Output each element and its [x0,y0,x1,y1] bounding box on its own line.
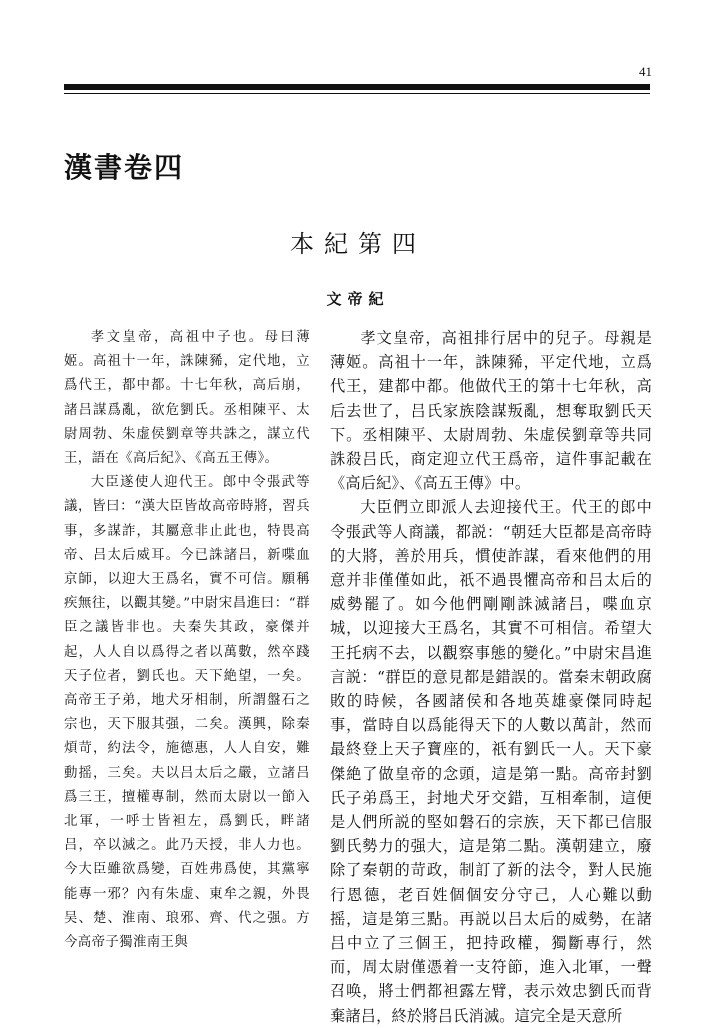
classical-text-column [64,326,310,955]
modern-paragraph: 孝文皇帝，高祖排行居中的兒子。母親是薄姬。高祖十一年，誅陳豨，平定代地，立爲代王，建都中都。他做代王的第十七年秋，高后去世了，吕氏家族陰謀叛亂，想奪取劉氏天下。丞相陳平、太尉周勃、朱虚侯劉章等共同誅殺吕氏，商定迎立代王爲帝，這件事記載在《高后紀》、《高五王傳》中。 [330,329,652,493]
chapter-title: 本紀第四 [290,230,426,258]
section-title: 文帝紀 [326,290,390,308]
modern-paragraph: 大臣們立即派人去迎接代王。代王的郎中令張武等人商議，都説：“朝廷大臣都是高帝時的大將，善於用兵，慣使詐謀，看來他們的用意并非僅僅如此，祇不過畏懼高帝和吕太后的威勢罷了。如今他們剛剛誅滅諸吕，喋血京城，以迎接大王爲名，其實不可相信。希望大王托病不去，以觀察事態的變化。”中尉宋昌進言説：“群臣的意見都是錯誤的。當秦末朝政腐敗的時候，各國諸侯和各地英雄豪傑同時起事，當時自以爲能得天下的人數以萬計，然而最終登上天子寶座的，祇有劉氏一人。天下豪傑絶了做皇帝的念頭，這是第一點。高帝封劉氏子弟爲王，封地犬牙交錯，互相牽制，這便是人們所説的堅如磐石的宗族，天下都已信服劉氏勢力的强大，這是第二點。漢朝建立，廢除了秦朝的苛政，制訂了新的法令，對人民施行恩德，老百姓個個安分守己，人心難以動摇，這是第三點。再説以吕太后的威勢，在諸吕中立了三個王，把持政權，獨斷專行，然而，周太尉僅憑着一支符節，進入北軍，一聲召唤，將士們都袒露左臂，表示效忠劉氏而背棄諸吕，終於將吕氏消滅。這完全是天意所 [330,498,652,1025]
page-number: 41 [639,64,652,79]
classical-paragraph: 孝文皇帝，高祖中子也。母曰薄姬。高祖十一年，誅陳豨，定代地，立爲代王，都中都。十七年秋，高后崩，諸吕謀爲亂，欲危劉氏。丞相陳平、太尉周勃、朱虚侯劉章等共誅之，謀立代王，語在《高后紀》、《高五王傳》。 [64,330,310,467]
volume-title: 漢書卷四 [64,151,185,184]
header-rule-thin [64,93,650,94]
classical-paragraph: 大臣遂使人迎代王。郎中令張武等議，皆曰：“漢大臣皆故高帝時將，習兵事，多謀詐，其屬意非止此也，特畏高帝、吕太后威耳。今已誅諸吕，新喋血京師，以迎大王爲名，實不可信。願稱疾無往，以觀其變。”中尉宋昌進曰：“群臣之議皆非也。夫秦失其政，豪傑并起，人人自以爲得之者以萬數，然卒踐天子位者，劉氏也。天下絶望，一矣。高帝王子弟，地犬牙相制，所謂盤石之宗也，天下服其强，二矣。漢興，除秦煩苛，約法令，施德惠，人人自安，難動摇，三矣。夫以吕太后之嚴，立諸吕爲三王，擅權專制，然而太尉以一節入北軍，一呼士皆袒左，爲劉氏，畔諸吕，卒以滅之。此乃天授，非人力也。今大臣雖欲爲變，百姓弗爲使，其黨寧能專一邪？內有朱虚、東牟之親，外畏吴、楚、淮南、琅邪、齊、代之强。方今高帝子獨淮南王與 [64,475,310,951]
modern-translation-column [330,326,652,1028]
header-rule-thick [64,84,650,90]
